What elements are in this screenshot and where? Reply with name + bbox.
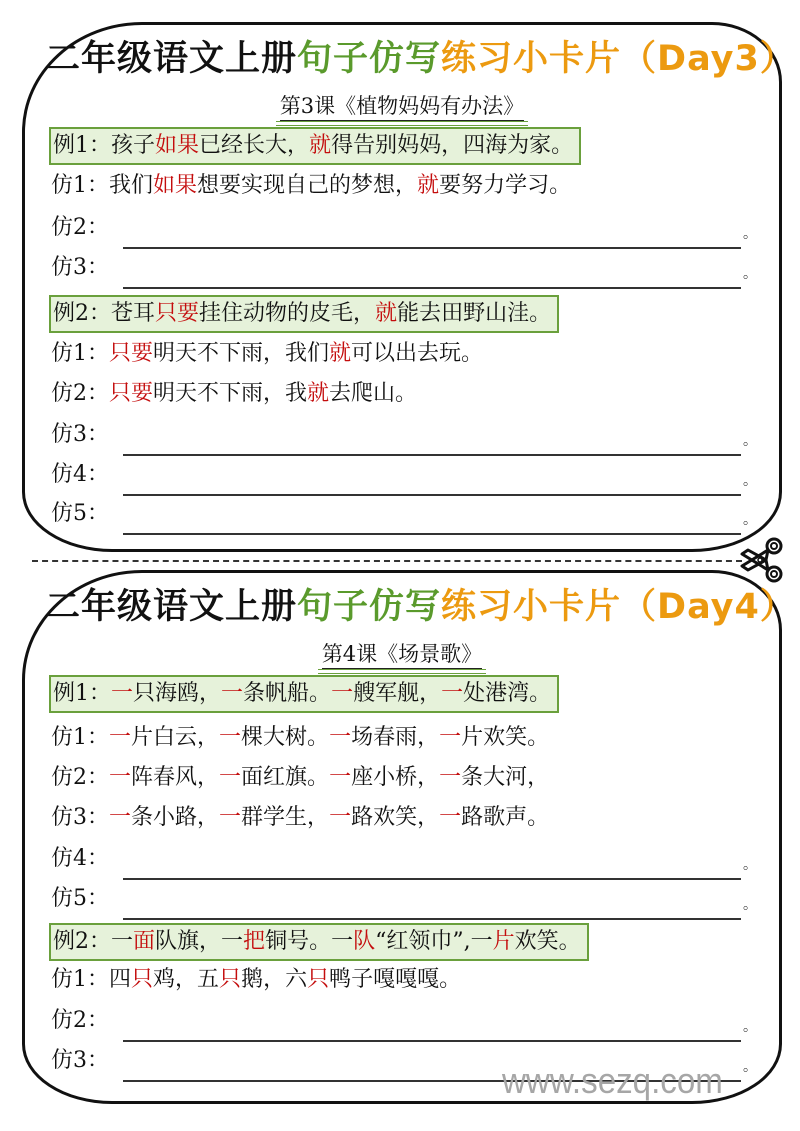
row-label: 仿1： (51, 725, 109, 750)
sentence-text: 队旗，一 (155, 929, 244, 954)
sentence-text: 一 (111, 929, 134, 954)
practice-sentence (51, 379, 417, 409)
sentence-text: 场春雨， (351, 725, 440, 750)
highlight-word: 把 (243, 929, 266, 954)
highlight-word: 队 (353, 929, 376, 954)
highlight-word: 一 (439, 765, 462, 790)
period-mark: 。 (743, 512, 757, 528)
sentence-text: 处港湾。 (463, 681, 552, 706)
title-card: 练习小卡片 (441, 587, 622, 627)
answer-line[interactable] (123, 470, 741, 496)
highlight-word: 一 (329, 725, 352, 750)
highlight-word: 一 (219, 765, 242, 790)
sentence-text: “红领巾”,一 (375, 929, 493, 954)
title-grade: 二年级语文上册 (45, 587, 298, 627)
highlight-word: 一 (331, 681, 354, 706)
watermark: www.sezq.com (502, 1060, 723, 1101)
highlight-word: 一 (439, 725, 462, 750)
sentence-text: 苍耳 (111, 301, 156, 326)
answer-line[interactable] (123, 509, 741, 535)
title-card: 练习小卡片 (441, 39, 622, 79)
sentence-text: 座小桥， (351, 765, 440, 790)
sentence-text: 鸡，五 (153, 967, 220, 992)
sentence-text: 欢笑。 (514, 929, 581, 954)
lesson-title: 第4课《场景歌》 (25, 641, 779, 669)
sentence-text: 能去田野山洼。 (397, 301, 552, 326)
row-label: 仿3： (51, 805, 109, 830)
period-mark: 。 (743, 1059, 757, 1075)
title-day: （Day3） (621, 39, 796, 79)
highlight-word: 如果 (153, 173, 198, 198)
row-label: 仿3： (51, 1048, 109, 1073)
highlight-word: 片 (492, 929, 515, 954)
sentence-text: 已经长大， (199, 133, 310, 158)
sentence-text: 铜号。一 (265, 929, 354, 954)
blank-practice-row[interactable] (51, 1006, 757, 1042)
blank-practice-row[interactable] (51, 884, 757, 920)
sentence-text: 明天不下雨，我们 (153, 341, 330, 366)
sentence-text: 我们 (109, 173, 154, 198)
sentence-text: 可以出去玩。 (351, 341, 484, 366)
sentence-text: 鹅，六 (241, 967, 308, 992)
highlight-word: 只 (131, 967, 154, 992)
blank-practice-row[interactable] (51, 460, 757, 496)
highlight-word: 就 (307, 381, 330, 406)
blank-practice-row[interactable] (51, 499, 757, 535)
highlight-word: 一 (109, 725, 132, 750)
example-sentence (49, 295, 559, 333)
practice-sentence (51, 965, 461, 995)
period-mark: 。 (743, 266, 757, 282)
answer-line[interactable] (123, 894, 741, 920)
row-label: 例1： (53, 133, 111, 158)
example-sentence (49, 923, 589, 961)
cut-line (32, 560, 742, 562)
sentence-text: 鸭子嘎嘎嘎。 (329, 967, 462, 992)
highlight-word: 面 (133, 929, 156, 954)
sentence-text: 挂住动物的皮毛， (199, 301, 376, 326)
title-day: （Day4） (621, 587, 796, 627)
period-mark: 。 (743, 857, 757, 873)
highlight-word: 只要 (109, 341, 154, 366)
blank-practice-row[interactable] (51, 844, 757, 880)
sentence-text: 路歌声。 (461, 805, 550, 830)
card-title (45, 585, 796, 629)
highlight-word: 就 (375, 301, 398, 326)
sentence-text: 要努力学习。 (439, 173, 572, 198)
row-label: 例1： (53, 681, 111, 706)
row-label: 仿3： (51, 422, 109, 447)
sentence-text: 片欢笑。 (461, 725, 550, 750)
highlight-word: 只要 (109, 381, 154, 406)
highlight-word: 一 (439, 805, 462, 830)
title-topic: 句子仿写 (297, 39, 442, 79)
highlight-word: 一 (109, 765, 132, 790)
highlight-word: 一 (219, 805, 242, 830)
highlight-word: 一 (329, 805, 352, 830)
row-label: 仿2： (51, 215, 109, 240)
highlight-word: 只 (219, 967, 242, 992)
sentence-text: 想要实现自己的梦想， (197, 173, 418, 198)
highlight-word: 只 (307, 967, 330, 992)
title-grade: 二年级语文上册 (45, 39, 298, 79)
sentence-text: 只海鸥， (133, 681, 222, 706)
highlight-word: 一 (219, 725, 242, 750)
sentence-text: 面红旗。 (241, 765, 330, 790)
row-label: 仿2： (51, 381, 109, 406)
row-label: 仿5： (51, 501, 109, 526)
answer-line[interactable] (123, 223, 741, 249)
row-label: 仿5： (51, 886, 109, 911)
practice-sentence (51, 171, 571, 201)
sentence-text: 艘军舰， (353, 681, 442, 706)
sentence-text: 四 (109, 967, 132, 992)
period-mark: 。 (743, 433, 757, 449)
period-mark: 。 (743, 1019, 757, 1035)
highlight-word: 一 (221, 681, 244, 706)
row-label: 仿2： (51, 1008, 109, 1033)
highlight-word: 就 (329, 341, 352, 366)
blank-practice-row[interactable] (51, 213, 757, 249)
highlight-word: 如果 (155, 133, 200, 158)
period-mark: 。 (743, 226, 757, 242)
highlight-word: 一 (441, 681, 464, 706)
highlight-word: 就 (417, 173, 440, 198)
highlight-word: 一 (111, 681, 134, 706)
sentence-text: 棵大树。 (241, 725, 330, 750)
sentence-text: 去爬山。 (329, 381, 418, 406)
row-label: 仿2： (51, 765, 109, 790)
card-title (45, 37, 796, 81)
sentence-text: 路欢笑， (351, 805, 440, 830)
sentence-text: 群学生， (241, 805, 330, 830)
practice-sentence (51, 723, 549, 753)
row-label: 仿4： (51, 846, 109, 871)
period-mark: 。 (743, 473, 757, 489)
example-sentence (49, 127, 581, 165)
lesson-title: 第3课《植物妈妈有办法》 (25, 93, 779, 121)
row-label: 例2： (53, 929, 111, 954)
blank-practice-row[interactable] (51, 420, 757, 456)
practice-sentence (51, 763, 549, 793)
period-mark: 。 (743, 897, 757, 913)
sentence-text: 条小路， (131, 805, 220, 830)
sentence-text: 得告别妈妈，四海为家。 (331, 133, 574, 158)
practice-card-day4 (22, 570, 796, 1104)
sentence-text: 孩子 (111, 133, 156, 158)
sentence-text: 片白云， (131, 725, 220, 750)
sentence-text: 条大河， (461, 765, 550, 790)
highlight-word: 一 (109, 805, 132, 830)
answer-line[interactable] (123, 854, 741, 880)
sentence-text: 阵春风， (131, 765, 220, 790)
row-label: 例2： (53, 301, 111, 326)
sentence-text: 条帆船。 (243, 681, 332, 706)
highlight-word: 只要 (155, 301, 200, 326)
practice-card-day3 (22, 22, 796, 552)
example-sentence (49, 675, 559, 713)
highlight-word: 就 (309, 133, 332, 158)
answer-line[interactable] (123, 430, 741, 456)
practice-sentence (51, 339, 483, 369)
title-topic: 句子仿写 (297, 587, 442, 627)
row-label: 仿3： (51, 255, 109, 280)
row-label: 仿4： (51, 462, 109, 487)
row-label: 仿1： (51, 173, 109, 198)
blank-practice-row[interactable] (51, 253, 757, 289)
sentence-text: 明天不下雨，我 (153, 381, 308, 406)
answer-line[interactable] (123, 1016, 741, 1042)
highlight-word: 一 (329, 765, 352, 790)
row-label: 仿1： (51, 967, 109, 992)
answer-line[interactable] (123, 263, 741, 289)
practice-sentence (51, 803, 549, 833)
row-label: 仿1： (51, 341, 109, 366)
